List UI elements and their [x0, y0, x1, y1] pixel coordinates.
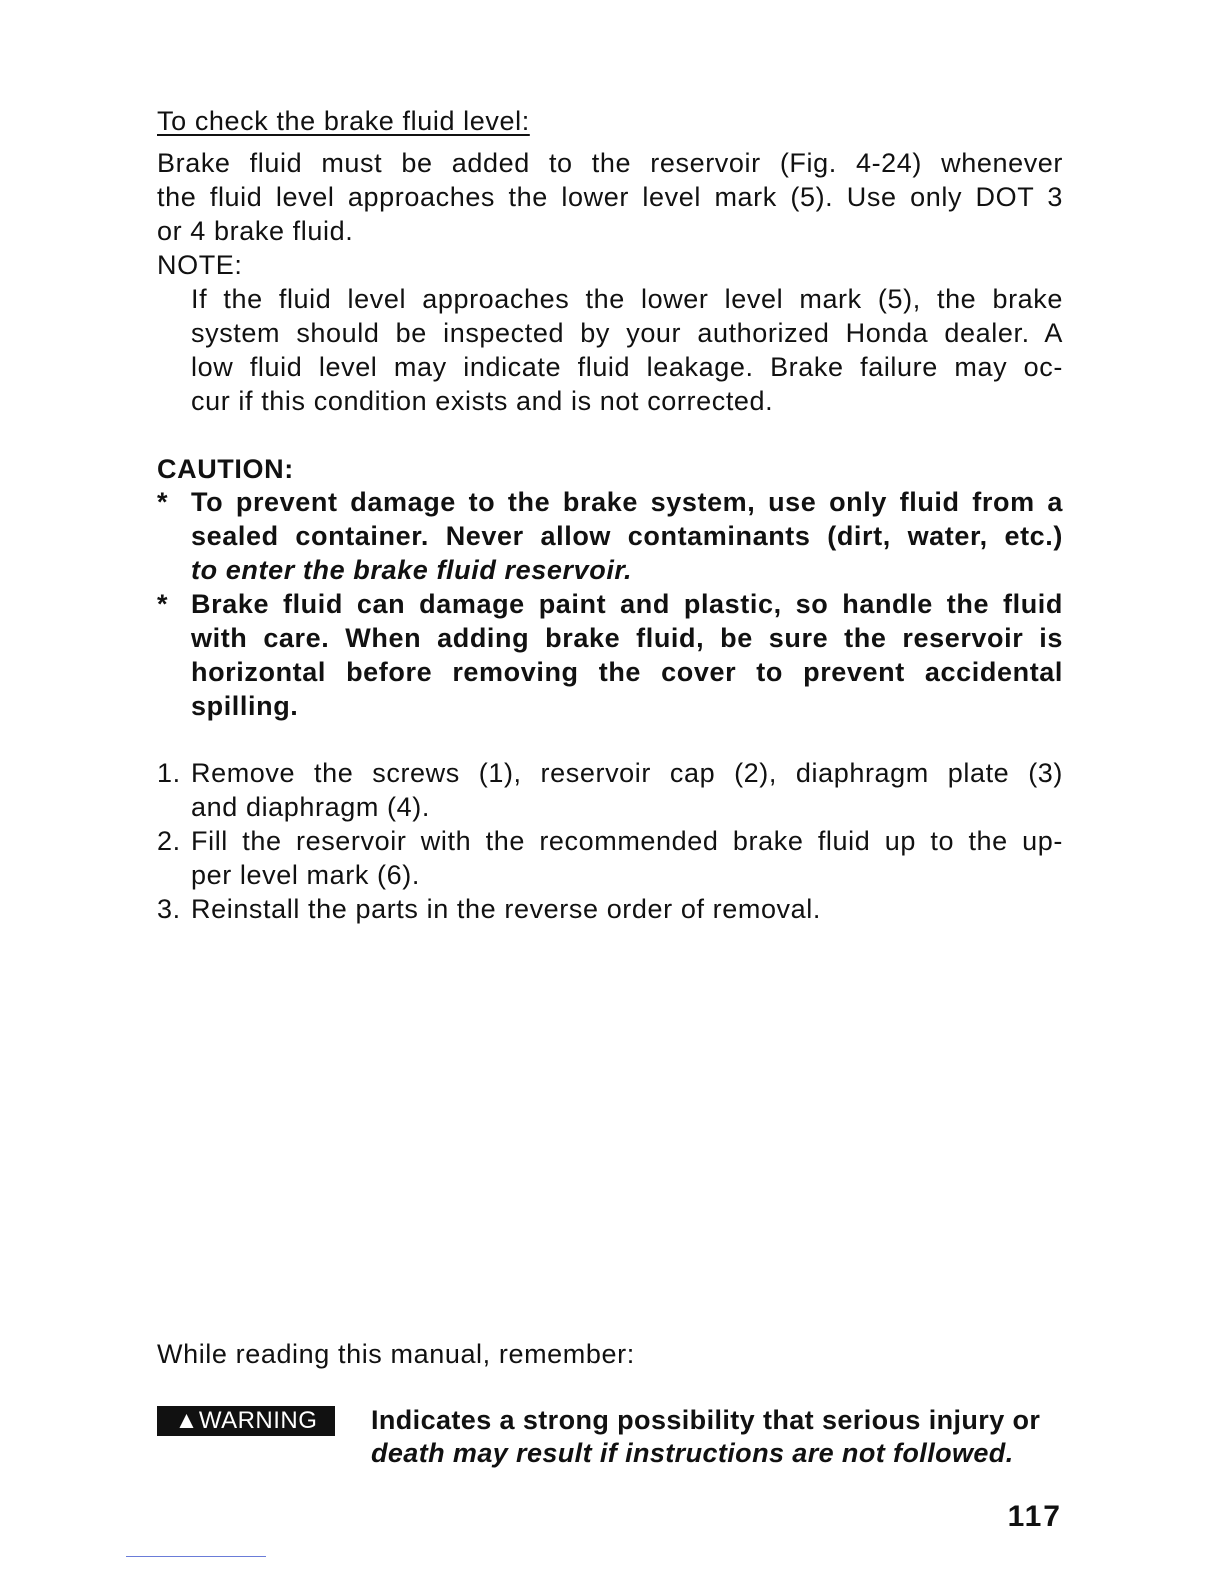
warning-badge: ▲WARNING	[157, 1406, 335, 1436]
note-label: NOTE:	[157, 250, 243, 280]
caution-line: spilling.	[191, 691, 299, 721]
bullet-asterisk: *	[157, 487, 168, 517]
step-line: per level mark (6).	[191, 860, 420, 890]
intro-line: Brake fluid must be added to the reservoir (Fig. 4-24) whenever	[157, 148, 1063, 178]
footer-rule	[126, 1556, 266, 1557]
caution-list	[157, 485, 1063, 723]
note-line: low fluid level may indicate fluid leakage. Brake failure may oc-	[191, 352, 1063, 382]
note-line: system should be inspected by your authorized Honda dealer. A	[191, 318, 1063, 348]
step-item	[157, 756, 1063, 824]
step-number: 3.	[157, 894, 181, 924]
step-number: 2.	[157, 826, 181, 856]
step-number: 1.	[157, 758, 181, 788]
reminder-text: While reading this manual, remember:	[157, 1339, 635, 1369]
page-number: 117	[1007, 1500, 1062, 1533]
caution-title: CAUTION:	[157, 454, 294, 484]
step-item	[157, 892, 1063, 926]
step-line: Reinstall the parts in the reverse order of removal.	[191, 894, 821, 924]
caution-line: to enter the brake fluid reservoir.	[191, 555, 633, 585]
caution-line: To prevent damage to the brake system, use only fluid from a	[191, 487, 1063, 517]
caution-line: Brake fluid can damage paint and plastic, so handle the fluid	[191, 589, 1063, 619]
caution-item	[157, 485, 1063, 587]
warning-line: death may result if instructions are not followed.	[371, 1438, 1014, 1468]
step-line: Fill the reservoir with the recommended brake fluid up to the up-	[191, 826, 1063, 856]
bullet-asterisk: *	[157, 589, 168, 619]
step-line: Remove the screws (1), reservoir cap (2), diaphragm plate (3)	[191, 758, 1063, 788]
intro-line: or 4 brake fluid.	[157, 216, 354, 246]
warning-line: Indicates a strong possibility that serious injury or	[371, 1405, 1041, 1435]
warning-description	[371, 1404, 1063, 1470]
step-line: and diaphragm (4).	[191, 792, 430, 822]
caution-line: sealed container. Never allow contaminants (dirt, water, etc.)	[191, 521, 1063, 551]
note-line: cur if this condition exists and is not corrected.	[191, 386, 774, 416]
steps-list	[157, 756, 1063, 926]
note-body	[157, 282, 1063, 418]
caution-line: horizontal before removing the cover to prevent accidental	[191, 657, 1063, 687]
intro-paragraph	[157, 146, 1063, 282]
section-heading: To check the brake fluid level:	[157, 106, 530, 136]
step-item	[157, 824, 1063, 892]
caution-item	[157, 587, 1063, 723]
caution-line: with care. When adding brake fluid, be sure the reservoir is	[191, 623, 1063, 653]
note-line: If the fluid level approaches the lower level mark (5), the brake	[191, 284, 1063, 314]
intro-line: the fluid level approaches the lower level mark (5). Use only DOT 3	[157, 182, 1063, 212]
